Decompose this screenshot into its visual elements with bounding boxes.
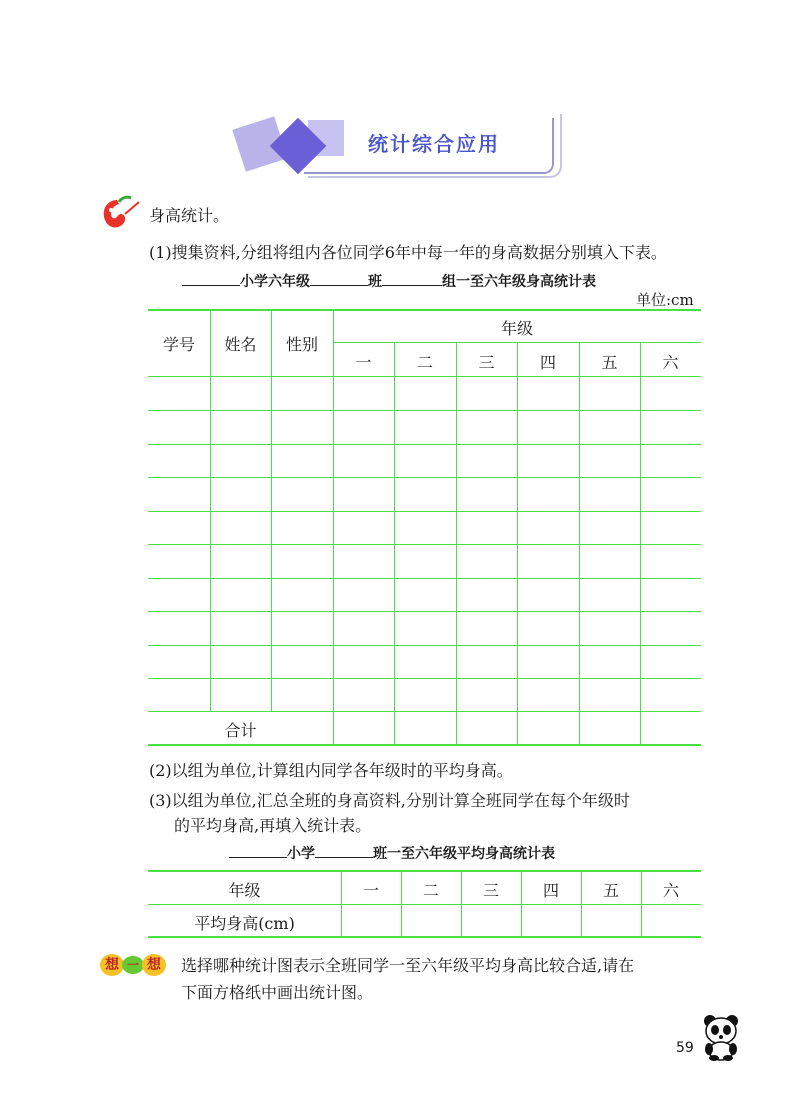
page-number: 59 bbox=[676, 1040, 694, 1056]
grade-2-header: 二 bbox=[422, 881, 439, 900]
chili-pepper-icon bbox=[97, 194, 141, 234]
grade-1-header: 一 bbox=[355, 353, 372, 372]
grade-4-header: 四 bbox=[539, 353, 556, 372]
blank-line[interactable] bbox=[182, 272, 240, 286]
blank-line[interactable] bbox=[315, 844, 373, 858]
header-grade: 年级 bbox=[500, 319, 533, 338]
row-average-height-label: 平均身高(cm) bbox=[194, 914, 295, 933]
grade-4-header: 四 bbox=[542, 881, 559, 900]
row-grade-label: 年级 bbox=[228, 881, 261, 900]
table1-caption: 小学六年级 班 组一至六年级身高统计表 bbox=[182, 271, 596, 291]
think-text-line1: 选择哪种统计图表示全班同学一至六年级平均身高比较合适,请在 bbox=[181, 956, 635, 975]
grade-3-header: 三 bbox=[482, 881, 499, 900]
step-3-text-line2: 的平均身高,再填入统计表。 bbox=[174, 816, 372, 835]
panda-icon bbox=[700, 1013, 742, 1061]
section-title: 身高统计。 bbox=[149, 206, 230, 225]
step-1-text: (1)搜集资料,分组将组内各位同学6年中每一年的身高数据分别填入下表。 bbox=[149, 243, 667, 262]
total-label: 合计 bbox=[224, 721, 257, 740]
step-2-text: (2)以组为单位,计算组内同学各年级时的平均身高。 bbox=[149, 761, 513, 780]
height-table bbox=[148, 309, 701, 746]
think-badge bbox=[100, 952, 166, 978]
grade-2-header: 二 bbox=[416, 353, 433, 372]
header-name: 姓名 bbox=[224, 335, 257, 354]
table2-caption: 小学 班一至六年级平均身高统计表 bbox=[229, 843, 555, 863]
header-gender: 性别 bbox=[285, 335, 318, 354]
step-3-text-line1: (3)以组为单位,汇总全班的身高资料,分别计算全班同学在每个年级时 bbox=[149, 791, 630, 810]
average-height-table bbox=[148, 870, 701, 938]
title-banner bbox=[238, 112, 568, 186]
think-badge-char: 想 bbox=[142, 954, 166, 976]
grade-1-header: 一 bbox=[362, 881, 379, 900]
grade-6-header: 六 bbox=[662, 881, 679, 900]
blank-line[interactable] bbox=[310, 272, 368, 286]
think-text-line2: 下面方格纸中画出统计图。 bbox=[181, 983, 374, 1002]
header-student-id: 学号 bbox=[162, 335, 195, 354]
grade-6-header: 六 bbox=[662, 353, 679, 372]
blank-line[interactable] bbox=[229, 844, 287, 858]
unit-label: 单位:cm bbox=[636, 291, 694, 309]
think-badge-char: 一 bbox=[122, 956, 144, 974]
page-title: 统计综合应用 bbox=[368, 132, 500, 156]
grade-3-header: 三 bbox=[478, 353, 495, 372]
grade-5-header: 五 bbox=[601, 353, 618, 372]
think-badge-char: 想 bbox=[100, 954, 124, 976]
grade-5-header: 五 bbox=[602, 881, 619, 900]
blank-line[interactable] bbox=[382, 272, 442, 286]
